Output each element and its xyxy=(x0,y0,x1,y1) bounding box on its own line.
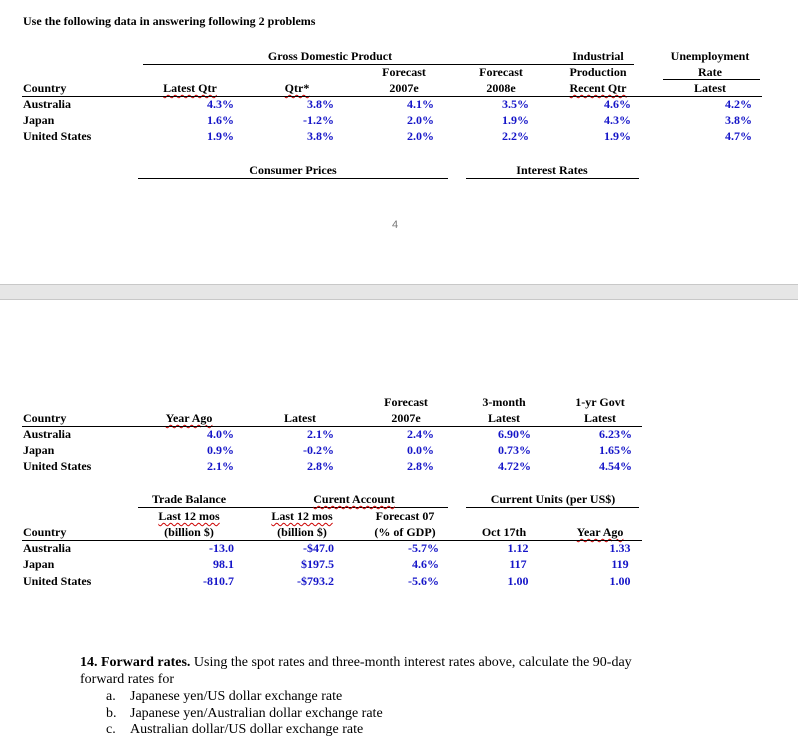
cell: 4.1% xyxy=(407,97,434,111)
cell: 4.7% xyxy=(725,129,752,143)
col-latest: Latest xyxy=(284,411,316,425)
gdp-group-header: Gross Domestic Product xyxy=(267,49,393,63)
cell: 4.0% xyxy=(207,427,234,441)
col-2008e: 2008e xyxy=(486,81,516,95)
cell: $197.5 xyxy=(301,557,334,571)
cell: 1.6% xyxy=(207,113,234,127)
cell: -1.2% xyxy=(303,113,334,127)
list-item xyxy=(106,722,363,738)
col-country: Country xyxy=(23,81,67,95)
forecast-header: Forecast xyxy=(384,395,428,409)
col-pct-gdp: (% of GDP) xyxy=(374,525,436,539)
cell: -13.0 xyxy=(209,541,234,555)
cell: 4.3% xyxy=(604,113,631,127)
forecast-header-2008: Forecast xyxy=(479,65,523,79)
cell: 4.6% xyxy=(412,557,439,571)
item-label: b. xyxy=(106,706,117,721)
cell: 0.9% xyxy=(207,443,234,457)
col-2007e: 2007e xyxy=(391,411,421,425)
col-recent-qtr: Recent Qtr xyxy=(569,81,627,95)
row-country: Japan xyxy=(23,557,55,571)
page-number: 4 xyxy=(391,219,399,231)
list-item xyxy=(106,689,342,705)
cell: 2.1% xyxy=(207,459,234,473)
col-year-ago: Year Ago xyxy=(576,525,624,539)
row-country: United States xyxy=(23,129,92,143)
row-country: Australia xyxy=(23,541,71,555)
row-country: United States xyxy=(23,459,92,473)
col-forecast07: Forecast 07 xyxy=(375,509,435,523)
problem-number: 14. xyxy=(80,655,98,670)
cell: 6.90% xyxy=(498,427,531,441)
unemp-header-line1: Unemployment xyxy=(670,49,750,63)
cell: 2.0% xyxy=(407,113,434,127)
col-last12: Last 12 mos xyxy=(158,509,220,523)
col-oct17: Oct 17th xyxy=(481,525,527,539)
cell: 4.6% xyxy=(604,97,631,111)
interest-rates-header: Interest Rates xyxy=(516,163,588,177)
cell: 1.12 xyxy=(507,541,529,555)
col-2007e: 2007e xyxy=(389,81,419,95)
item-text: Japanese yen/Australian dollar exchange rate xyxy=(130,706,383,721)
cell: -$47.0 xyxy=(303,541,334,555)
col-country: Country xyxy=(23,411,67,425)
cell: 3.5% xyxy=(502,97,529,111)
interest-rates-rule xyxy=(466,178,639,179)
cell: 0.73% xyxy=(498,443,531,457)
cell: 4.2% xyxy=(725,97,752,111)
cell: 1.65% xyxy=(599,443,632,457)
problem-text-cont: forward rates for xyxy=(80,672,175,687)
currency-units-header: Current Units (per US$) xyxy=(490,492,616,506)
item-text: Japanese yen/US dollar exchange rate xyxy=(130,689,343,704)
item-label: c. xyxy=(106,722,116,737)
trade-balance-header: Trade Balance xyxy=(151,492,227,506)
consumer-prices-header: Consumer Prices xyxy=(249,163,337,177)
cell: 1.9% xyxy=(604,129,631,143)
consumer-prices-rule xyxy=(138,178,448,179)
page-break xyxy=(0,284,798,300)
cell: 2.8% xyxy=(407,459,434,473)
row-country: Australia xyxy=(23,427,71,441)
unemp-group-rule xyxy=(663,79,760,80)
cell: 1.00 xyxy=(609,574,631,588)
row-country: Japan xyxy=(23,443,55,457)
col-qtr: Qtr* xyxy=(284,81,310,95)
cell: 2.2% xyxy=(502,129,529,143)
problem-heading xyxy=(80,655,632,671)
intro-text: Use the following data in answering following 2 problems xyxy=(23,14,316,28)
problem-text: Using the spot rates and three-month interest rates above, calculate the 90-day xyxy=(193,655,632,670)
cell: -5.7% xyxy=(408,541,439,555)
cell: 3.8% xyxy=(307,129,334,143)
cell: 4.72% xyxy=(498,459,531,473)
col-latest-1y: Latest xyxy=(584,411,616,425)
cell: 2.4% xyxy=(407,427,434,441)
col-latest-qtr: Latest Qtr xyxy=(163,81,217,95)
col-billion: (billion $) xyxy=(164,525,214,539)
cell: 4.54% xyxy=(599,459,632,473)
cell: 1.9% xyxy=(207,129,234,143)
cell: -$793.2 xyxy=(297,574,334,588)
col-unemp-latest: Latest xyxy=(694,81,726,95)
cell: 2.0% xyxy=(407,129,434,143)
cell: 3.8% xyxy=(725,113,752,127)
cell: 4.3% xyxy=(207,97,234,111)
col-country: Country xyxy=(23,525,67,539)
cell: 6.23% xyxy=(599,427,632,441)
cell: 117 xyxy=(509,557,527,571)
row-country: Australia xyxy=(23,97,71,111)
item-label: a. xyxy=(106,689,116,704)
cell: 2.1% xyxy=(307,427,334,441)
col-billion-ca: (billion $) xyxy=(277,525,327,539)
col-latest-3m: Latest xyxy=(488,411,520,425)
unemp-header-line2: Rate xyxy=(698,65,722,79)
current-account-header: Curent Account xyxy=(313,492,395,506)
cell: 119 xyxy=(611,557,629,571)
row-country: Japan xyxy=(23,113,55,127)
col-year-ago: Year Ago xyxy=(165,411,213,425)
list-item xyxy=(106,706,383,722)
row-country: United States xyxy=(23,574,92,588)
ip-header-line1: Industrial xyxy=(572,49,624,63)
cell: 2.8% xyxy=(307,459,334,473)
col-last12-ca: Last 12 mos xyxy=(271,509,333,523)
problem-title: Forward rates. xyxy=(101,655,191,670)
cell: 98.1 xyxy=(213,557,234,571)
cell: -5.6% xyxy=(408,574,439,588)
forecast-header-2007: Forecast xyxy=(382,65,426,79)
cell: 1.00 xyxy=(507,574,529,588)
col-1yr-govt: 1-yr Govt xyxy=(575,395,625,409)
cell: -810.7 xyxy=(203,574,234,588)
trade-ca-rule xyxy=(138,507,448,508)
currency-rule xyxy=(466,507,639,508)
cell: 3.8% xyxy=(307,97,334,111)
cell: 1.9% xyxy=(502,113,529,127)
cell: -0.2% xyxy=(303,443,334,457)
cell: 1.33 xyxy=(609,541,631,555)
col-3month: 3-month xyxy=(482,395,526,409)
ip-header-line2: Production xyxy=(569,65,627,79)
item-text: Australian dollar/US dollar exchange rate xyxy=(130,722,364,737)
cell: 0.0% xyxy=(407,443,434,457)
